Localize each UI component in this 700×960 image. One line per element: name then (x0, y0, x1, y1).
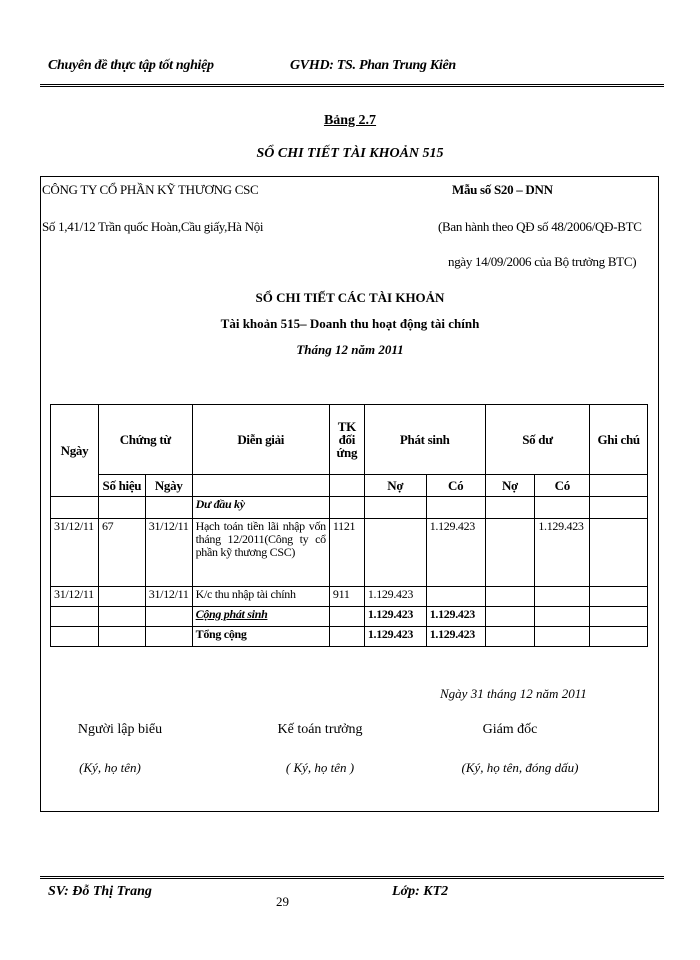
issued-line-1: (Ban hành theo QĐ số 48/2006/QĐ-BTC (438, 219, 642, 234)
col-balance-credit: Có (535, 475, 590, 497)
header-rule (40, 84, 664, 87)
total-arising-row (51, 607, 648, 627)
total-arising-debit: 1.129.423 (364, 607, 426, 627)
page-number: 29 (276, 894, 289, 909)
row-voucher-date: 31/12/11 (145, 519, 192, 587)
col-balance: Số dư (485, 405, 590, 475)
grand-total-label: Tổng cộng (192, 627, 329, 647)
col-voucher-no: Số hiệu (98, 475, 145, 497)
director-note: (Ký, họ tên, đóng dấu) (461, 760, 579, 775)
ledger-table (50, 404, 648, 647)
col-description: Diễn giải (192, 405, 329, 475)
total-arising-credit: 1.129.423 (426, 607, 485, 627)
row-credit (426, 587, 485, 607)
row-contra: 911 (329, 587, 364, 607)
row-description: K/c thu nhập tài chính (192, 587, 329, 607)
col-note: Ghi chú (590, 405, 648, 475)
footer-rule (40, 876, 664, 879)
preparer-title: Người lập biểu (77, 722, 163, 737)
row-debit (364, 519, 426, 587)
form-number: Mẫu số S20 – DNN (452, 182, 553, 197)
row-date: 31/12/11 (51, 587, 99, 607)
col-contra: TK đối ứng (329, 405, 364, 475)
col-credit: Có (426, 475, 485, 497)
col-debit: Nợ (364, 475, 426, 497)
director-title: Giám đốc (482, 722, 538, 737)
document-title: SỔ CHI TIẾT TÀI KHOẢN 515 (256, 146, 444, 161)
row-date: 31/12/11 (51, 519, 99, 587)
header-right: GVHD: TS. Phan Trung Kiên (290, 58, 456, 73)
row-debit: 1.129.423 (364, 587, 426, 607)
row-balance-credit (535, 587, 590, 607)
row-balance-credit: 1.129.423 (535, 519, 590, 587)
company-address: Số 1,41/12 Trần quốc Hoàn,Cầu giấy,Hà Nội (42, 219, 264, 234)
period: Tháng 12 năm 2011 (296, 342, 404, 357)
col-arising: Phát sinh (364, 405, 485, 475)
company-name: CÔNG TY CỔ PHẦN KỸ THƯƠNG CSC (42, 182, 259, 197)
total-arising-label: Cộng phát sinh (192, 607, 329, 627)
sign-date: Ngày 31 tháng 12 năm 2011 (440, 686, 587, 701)
opening-balance-row (51, 497, 648, 519)
row-credit: 1.129.423 (426, 519, 485, 587)
row-note (590, 587, 648, 607)
issued-line-2: ngày 14/09/2006 của Bộ trưởng BTC) (448, 254, 637, 269)
row-balance-debit (485, 519, 535, 587)
accountant-note: ( Ký, họ tên ) (285, 760, 355, 775)
row-note (590, 519, 648, 587)
row-balance-debit (485, 587, 535, 607)
header-row (51, 405, 648, 475)
accountant-title: Kế toán trưởng (277, 722, 363, 737)
row-voucher-no: 67 (98, 519, 145, 587)
ledger-title: SỔ CHI TIẾT CÁC TÀI KHOẢN (255, 290, 445, 305)
header-left: Chuyên đề thực tập tốt nghiệp (48, 58, 214, 73)
row-voucher-no (98, 587, 145, 607)
table-row (51, 519, 648, 587)
footer-class: Lớp: KT2 (392, 884, 449, 899)
footer-student: SV: Đỗ Thị Trang (48, 884, 152, 899)
row-contra: 1121 (329, 519, 364, 587)
row-voucher-date: 31/12/11 (145, 587, 192, 607)
table-number: Bảng 2.7 (323, 113, 377, 128)
account-title: Tài khoản 515– Doanh thu hoạt động tài chính (220, 316, 480, 331)
table-row (51, 587, 648, 607)
opening-balance-label: Dư đầu kỳ (192, 497, 329, 519)
grand-total-debit: 1.129.423 (364, 627, 426, 647)
row-description: Hạch toán tiền lãi nhập vốn tháng 12/2011(Công ty cổ phần kỹ thương CSC) (192, 519, 329, 587)
col-voucher: Chứng từ (98, 405, 192, 475)
col-balance-debit: Nợ (485, 475, 535, 497)
col-voucher-date: Ngày (145, 475, 192, 497)
subheader-row (51, 475, 648, 497)
preparer-note: (Ký, họ tên) (79, 760, 141, 775)
grand-total-row (51, 627, 648, 647)
col-date: Ngày (51, 405, 99, 497)
grand-total-credit: 1.129.423 (426, 627, 485, 647)
